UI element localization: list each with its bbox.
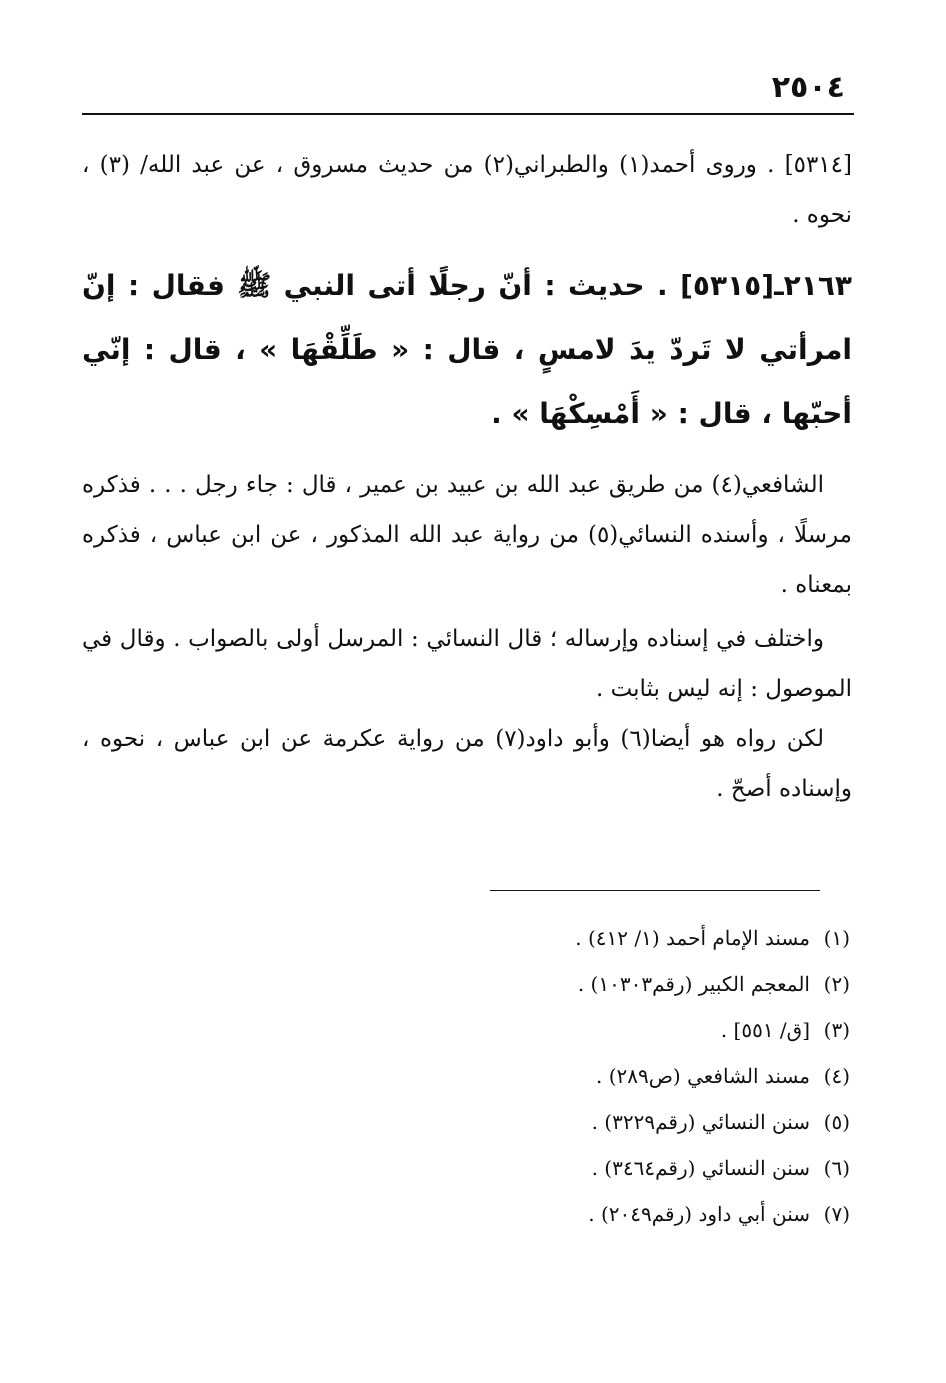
- footnote-text: مسند الشافعي (ص٢٨٩) .: [595, 1064, 810, 1088]
- hadith-heading-2163: ٢١٦٣ـ[٥٣١٥] . حديث : أنّ رجلًا أتى النبي ﷺ فقال : إنّ امرأتي لا تَردّ يدَ لامسٍ ، قال : « طَلِّقْهَا » ، قال : إنّي أحبّها ، قال : « أَمْسِكْهَا » .: [82, 269, 852, 430]
- footnote-item: [300, 1053, 850, 1099]
- footnote-marker: (٢): [823, 972, 850, 996]
- page-number: ٢٥٠٤: [771, 70, 845, 105]
- header-rule: [82, 113, 854, 115]
- paragraph-shafii: الشافعي(٤) من طريق عبد الله بن عبيد بن عمير ، قال : جاء رجل . . . فذكره مرسلًا ، وأسنده النسائي(٥) من رواية عبد الله المذكور ، عن ابن عباس ، فذكره بمعناه .: [82, 472, 852, 598]
- footnote-item: [300, 1099, 850, 1145]
- paragraph-5314: [٥٣١٤] . وروى أحمد(١) والطبراني(٢) من حديث مسروق ، عن عبد الله/ (٣) ، نحوه .: [82, 152, 852, 228]
- footnote-rule: [490, 890, 820, 891]
- footnote-marker: (٥): [823, 1110, 850, 1134]
- footnote-item: [300, 1191, 850, 1237]
- footnote-marker: (٤): [823, 1064, 850, 1088]
- footnote-item: [300, 915, 850, 961]
- footnote-marker: (٣): [823, 1018, 850, 1042]
- footnote-marker: (١): [823, 926, 850, 950]
- footnote-marker: (٧): [823, 1202, 850, 1226]
- paragraph-abu-dawud: لكن رواه هو أيضا(٦) وأبو داود(٧) من رواية عكرمة عن ابن عباس ، نحوه ، وإسناده أصحّ .: [82, 726, 852, 802]
- footnote-marker: (٦): [823, 1156, 850, 1180]
- footnote-text: مسند الإمام أحمد (١/ ٤١٢) .: [575, 926, 810, 950]
- footnote-text: سنن النسائي (رقم٣٤٦٤) .: [591, 1156, 810, 1180]
- paragraph-ikhtilaf: واختلف في إسناده وإرساله ؛ قال النسائي : المرسل أولى بالصواب . وقال في الموصول : إنه ليس بثابت .: [82, 626, 852, 702]
- footnotes-list: [300, 915, 850, 1237]
- footnote-text: المعجم الكبير (رقم١٠٣٠٣) .: [577, 972, 810, 996]
- main-text: [82, 140, 852, 814]
- footnote-item: [300, 1007, 850, 1053]
- footnote-item: [300, 961, 850, 1007]
- footnote-item: [300, 1145, 850, 1191]
- footnote-text: [ق/ ٥٥١] .: [720, 1018, 810, 1042]
- footnote-text: سنن النسائي (رقم٣٢٢٩) .: [591, 1110, 810, 1134]
- footnote-text: سنن أبي داود (رقم٢٠٤٩) .: [588, 1202, 810, 1226]
